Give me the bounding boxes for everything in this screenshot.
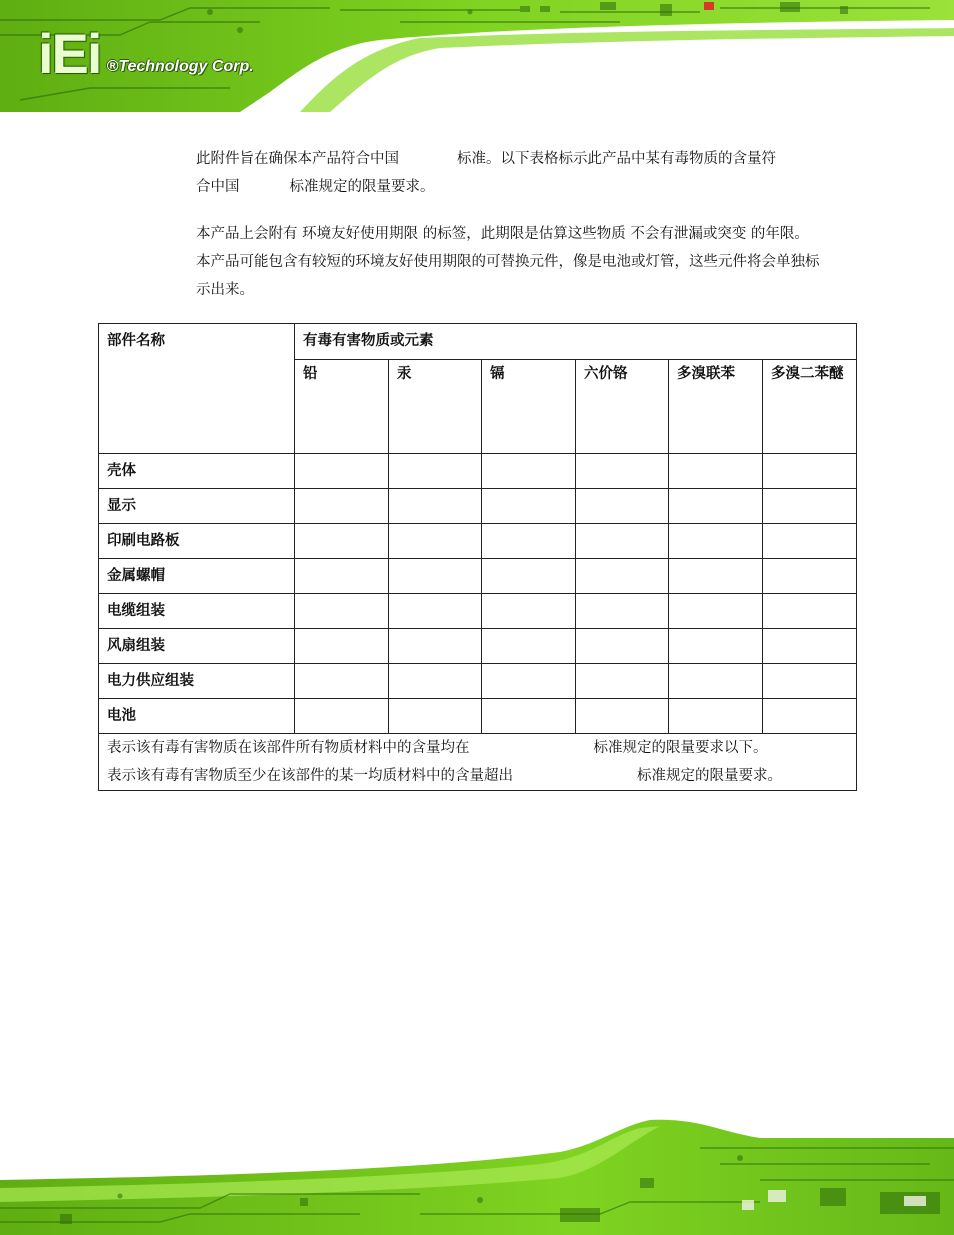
table-row bbox=[99, 699, 857, 734]
substance-header: 铅 bbox=[295, 360, 389, 454]
table-cell bbox=[669, 699, 763, 734]
top-banner bbox=[0, 0, 954, 112]
table-cell bbox=[576, 629, 669, 664]
table-cell bbox=[389, 524, 482, 559]
table-cell bbox=[576, 524, 669, 559]
table-cell bbox=[576, 664, 669, 699]
table-cell bbox=[482, 559, 576, 594]
substance-header: 六价铬 bbox=[576, 360, 669, 454]
table-cell bbox=[389, 629, 482, 664]
table-cell bbox=[389, 489, 482, 524]
part-name: 印刷电路板 bbox=[99, 524, 295, 559]
table-cell bbox=[763, 594, 857, 629]
substance-header: 多溴二苯醚 bbox=[763, 360, 857, 454]
substance-header: 多溴联苯 bbox=[669, 360, 763, 454]
table-cell bbox=[482, 524, 576, 559]
table-row bbox=[99, 664, 857, 699]
table-cell bbox=[295, 524, 389, 559]
table-cell bbox=[763, 699, 857, 734]
table-legend bbox=[99, 734, 857, 791]
table-cell bbox=[763, 629, 857, 664]
part-name: 风扇组装 bbox=[99, 629, 295, 664]
table-cell bbox=[295, 594, 389, 629]
table-cell bbox=[576, 454, 669, 489]
company-logo bbox=[38, 22, 254, 85]
part-name: 壳体 bbox=[99, 454, 295, 489]
table-cell bbox=[389, 454, 482, 489]
table-cell bbox=[576, 559, 669, 594]
intro-paragraph-2: 本产品上会附有 环境友好使用期限 的标签，此期限是估算这些物质 不会有泄漏或突变 的年限。本产品可能包含有较短的环境友好使用期限的可替换元件，像是电池或灯管，这些元件将会单独标示出来。 bbox=[196, 226, 820, 298]
table-row bbox=[99, 454, 857, 489]
intro-p1-part-c: 合中国 bbox=[196, 179, 240, 195]
table-cell bbox=[763, 454, 857, 489]
table-cell bbox=[763, 559, 857, 594]
table-cell bbox=[669, 629, 763, 664]
legend-2-text-a: 表示该有毒有害物质至少在该部件的某一均质材料中的含量超出 bbox=[107, 768, 513, 784]
intro-p1-part-b: 标准。以下表格标示此产品中某有毒物质的含量符 bbox=[457, 151, 776, 167]
table-row bbox=[99, 629, 857, 664]
intro-p1-part-d: 标准规定的限量要求。 bbox=[289, 179, 435, 195]
intro-paragraph-1 bbox=[196, 145, 821, 201]
intro-p1-part-a: 此附件旨在确保本产品符合中国 bbox=[196, 151, 399, 167]
part-name: 电池 bbox=[99, 699, 295, 734]
substances-header: 有毒有害物质或元素 bbox=[295, 324, 857, 360]
table-cell bbox=[576, 489, 669, 524]
legend-2-text-b: 标准规定的限量要求。 bbox=[637, 768, 782, 784]
logo-mark: iEi bbox=[38, 22, 101, 85]
table-cell bbox=[482, 594, 576, 629]
table-cell bbox=[669, 594, 763, 629]
table-cell bbox=[295, 629, 389, 664]
table-row bbox=[99, 559, 857, 594]
table-cell bbox=[669, 664, 763, 699]
table-cell bbox=[295, 699, 389, 734]
table-cell bbox=[482, 629, 576, 664]
table-cell bbox=[763, 524, 857, 559]
table-cell bbox=[295, 454, 389, 489]
table-cell bbox=[482, 454, 576, 489]
table-cell bbox=[295, 489, 389, 524]
table-cell bbox=[669, 524, 763, 559]
bottom-banner bbox=[0, 1118, 954, 1235]
part-name: 电缆组装 bbox=[99, 594, 295, 629]
part-name: 显示 bbox=[99, 489, 295, 524]
table-cell bbox=[576, 699, 669, 734]
substance-header: 镉 bbox=[482, 360, 576, 454]
table-cell bbox=[669, 489, 763, 524]
legend-1-text-a: 表示该有毒有害物质在该部件所有物质材料中的含量均在 bbox=[107, 740, 470, 756]
table-cell bbox=[295, 559, 389, 594]
table-cell bbox=[482, 489, 576, 524]
circuit-board-image bbox=[0, 1118, 954, 1235]
table-cell bbox=[389, 699, 482, 734]
substance-header: 汞 bbox=[389, 360, 482, 454]
table-row bbox=[99, 594, 857, 629]
legend-1-text-b: 标准规定的限量要求以下。 bbox=[593, 740, 768, 756]
table-cell bbox=[389, 664, 482, 699]
table-cell bbox=[669, 454, 763, 489]
table-cell bbox=[389, 559, 482, 594]
table-cell bbox=[576, 594, 669, 629]
part-name: 金属螺帽 bbox=[99, 559, 295, 594]
table-cell bbox=[482, 699, 576, 734]
table-cell bbox=[669, 559, 763, 594]
table-cell bbox=[295, 664, 389, 699]
part-name: 电力供应组装 bbox=[99, 664, 295, 699]
table-row bbox=[99, 489, 857, 524]
table-cell bbox=[763, 489, 857, 524]
table-cell bbox=[763, 664, 857, 699]
table-row bbox=[99, 524, 857, 559]
table-cell bbox=[482, 664, 576, 699]
table-cell bbox=[389, 594, 482, 629]
legend-line-2 bbox=[107, 762, 848, 790]
legend-line-1 bbox=[107, 734, 848, 762]
part-name-header: 部件名称 bbox=[99, 324, 295, 454]
hazardous-substances-table bbox=[98, 323, 857, 791]
logo-text: ®Technology Corp. bbox=[106, 58, 254, 75]
